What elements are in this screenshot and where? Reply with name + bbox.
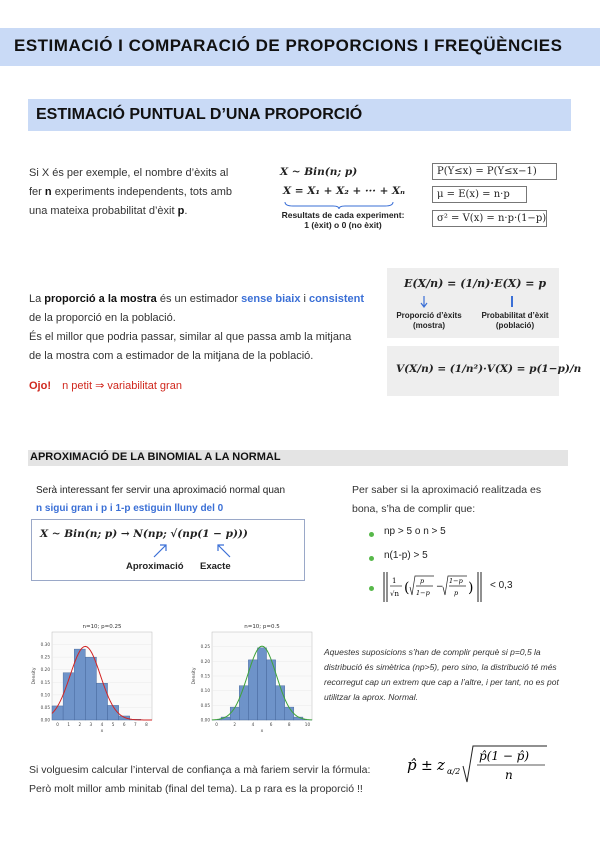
confidence-line2: Però molt millor amb minitab (final del tema). La p rara es la proporció !!	[29, 783, 363, 795]
y-tick-label: 0.15	[40, 679, 50, 685]
section2-intro-line1: Serà interessant fer servir una aproximació normal quan	[36, 485, 286, 496]
svg-text:p̂(1 − p̂): p̂(1 − p̂)	[479, 749, 530, 763]
chart-binomial-p025	[30, 620, 160, 740]
binomial-dist: X ~ Bin(n; p)	[280, 166, 358, 178]
approximation-arrows-icon	[140, 544, 260, 558]
intro-line2: fer n experiments independents, tots amb	[29, 186, 233, 198]
y-tick-label: 0.25	[200, 644, 210, 650]
expectation-left-caption	[389, 311, 469, 331]
x-tick-label: 0	[215, 722, 218, 727]
binomial-caption-line2: 1 (èxit) o 0 (no èxit)	[304, 220, 382, 230]
page-title: ESTIMACIÓ I COMPARACIÓ DE PROPORCIONS I FREQÜÈNCIES	[14, 36, 563, 55]
y-axis-label: Density	[32, 667, 37, 685]
svg-text:α/2: α/2	[447, 767, 461, 776]
svg-text:p: p	[454, 589, 459, 597]
formula-box-mean: μ = E(x) = n·p	[432, 186, 527, 203]
bar	[52, 706, 63, 720]
y-tick-label: 0.25	[40, 654, 50, 660]
formula-box-cdf: P(Y≤x) = P(Y≤x−1)	[432, 163, 557, 180]
y-tick-label: 0.20	[40, 667, 50, 673]
x-tick-label: 1	[67, 722, 71, 727]
y-tick-label: 0.20	[200, 658, 210, 664]
estimator-line3: És el millor que podria passar, similar al que passa amb la mitjana	[29, 331, 352, 343]
svg-text:(: (	[404, 580, 410, 596]
underbrace-icon	[283, 200, 395, 210]
chart-title: n=10; p=0.5	[244, 624, 280, 630]
bullet-icon	[369, 556, 374, 561]
expectation-formula: E(X/n) = (1/n)·E(X) = p	[404, 277, 547, 290]
bar	[96, 683, 107, 720]
x-tick-label: 4	[100, 722, 104, 727]
bullet-icon	[369, 586, 374, 591]
y-tick-label: 0.00	[200, 717, 210, 723]
approximation-formula: X ~ Bin(n; p) → N(np; √(np(1 − p)))	[40, 528, 248, 540]
note-line3: recorregut cap un extrem que cap a l’altre, i per tant, no es pot	[324, 677, 559, 687]
warning-line	[29, 377, 182, 396]
condition-2: n(1-p) > 5	[384, 550, 428, 561]
svg-text:z: z	[437, 756, 445, 774]
x-axis-label: x	[100, 729, 104, 734]
x-tick-label: 8	[287, 722, 291, 727]
bar	[85, 657, 96, 720]
y-tick-label: 0.15	[200, 673, 210, 679]
y-tick-label: 0.10	[200, 688, 210, 694]
x-tick-label: 6	[122, 722, 126, 727]
confidence-line1: Si volguesim calcular l’interval de confiança a mà fariem servir la fórmula:	[29, 764, 371, 776]
formula-box-variance: σ² = V(x) = n·p·(1−p)	[432, 210, 547, 227]
y-tick-label: 0.10	[40, 692, 50, 698]
svg-text:1−p: 1−p	[449, 577, 463, 585]
condition-3: < 0,3	[490, 580, 513, 591]
svg-text:): )	[468, 580, 474, 596]
x-tick-label: 2	[233, 722, 237, 727]
svg-text:1: 1	[392, 577, 397, 585]
x-tick-label: 3	[89, 722, 93, 727]
right-caption-line2: (població)	[495, 321, 535, 330]
chart-title: n=10; p=0.25	[82, 624, 122, 630]
y-tick-label: 0.30	[40, 642, 50, 648]
confidence-formula	[405, 742, 555, 786]
section2-intro-line2: n sigui gran i p i 1-p estiguin lluny del 0	[36, 503, 224, 514]
note-line4: utilitzar la aprox. Normal.	[324, 692, 419, 702]
variance-formula: V(X/n) = (1/n²)·V(X) = p(1−p)/n	[396, 363, 582, 375]
y-axis-label: Density	[192, 667, 197, 685]
intro-line3: una mateixa probabilitat d’èxit p.	[29, 205, 188, 217]
left-caption-line1: Proporció d’èxits	[396, 311, 462, 320]
exact-label: Exacte	[200, 561, 231, 572]
note-line1: Aquestes suposicions s’han de complir perquè si p=0,5 la	[324, 647, 541, 657]
section2-intro	[36, 482, 306, 518]
binomial-sum: X = X₁ + X₂ + ··· + Xₙ	[283, 185, 405, 197]
warning-text: n petit ⇒ variabilitat gran	[62, 380, 182, 392]
estimator-paragraph	[29, 290, 374, 366]
bar	[239, 686, 248, 720]
warning-label: Ojo!	[29, 380, 51, 392]
condition-1: np > 5 o n > 5	[384, 526, 446, 537]
note-line2: distribució és simètrica (np>5), pero sino, la distribució té més	[324, 662, 557, 672]
x-tick-label: 5	[111, 722, 115, 727]
condition-3-formula-icon	[382, 570, 488, 604]
x-tick-label: 6	[269, 722, 273, 727]
y-tick-label: 0.05	[200, 702, 210, 708]
left-caption-line2: (mostra)	[412, 321, 445, 330]
x-tick-label: 10	[304, 722, 311, 727]
binomial-caption-line1: Resultats de cada experiment:	[281, 210, 405, 220]
estimator-line4: de la mostra com a estimador de la mitjana de la població.	[29, 350, 314, 362]
intro-line1: Si X és per exemple, el nombre d’èxits al	[29, 167, 229, 179]
expectation-arrows-icon	[412, 296, 532, 310]
x-tick-label: 8	[145, 722, 148, 727]
y-tick-label: 0.00	[40, 717, 50, 723]
svg-text:p̂: p̂	[407, 756, 417, 774]
binomial-caption	[278, 210, 408, 230]
estimator-line2: de la proporció en la població.	[29, 312, 176, 324]
svg-text:1−p: 1−p	[416, 589, 430, 597]
expectation-right-caption	[472, 311, 558, 331]
check-line2: bona, s’ha de complir que:	[352, 503, 476, 515]
bullet-icon	[369, 532, 374, 537]
bar	[230, 707, 239, 720]
x-axis-label: x	[260, 729, 264, 734]
bar	[119, 716, 130, 720]
bar	[108, 705, 119, 720]
x-tick-label: 7	[133, 722, 137, 727]
approximation-label: Aproximació	[126, 561, 184, 572]
bar	[276, 686, 285, 720]
bar	[257, 648, 266, 720]
svg-text:√n: √n	[390, 590, 399, 598]
bar	[285, 707, 294, 720]
chart-binomial-p05	[190, 620, 320, 740]
y-tick-label: 0.05	[40, 704, 50, 710]
x-tick-label: 0	[56, 722, 59, 727]
suppositions-note	[324, 645, 572, 705]
svg-text:p: p	[420, 577, 425, 585]
right-caption-line1: Probabilitat d’èxit	[481, 311, 549, 320]
section2-title: APROXIMACIÓ DE LA BINOMIAL A LA NORMAL	[30, 451, 281, 463]
x-tick-label: 2	[78, 722, 82, 727]
section1-title: ESTIMACIÓ PUNTUAL D’UNA PROPORCIÓ	[36, 106, 363, 123]
svg-text:−: −	[436, 582, 444, 592]
intro-paragraph	[29, 164, 279, 221]
x-tick-label: 4	[251, 722, 255, 727]
svg-text:±: ±	[421, 758, 433, 774]
confidence-paragraph	[29, 761, 409, 799]
check-intro	[352, 481, 572, 519]
estimator-line1: La proporció a la mostra és un estimador sense biaix i consistent	[29, 293, 365, 305]
check-line1: Per saber si la aproximació realitzada es	[352, 484, 542, 496]
svg-text:n: n	[505, 768, 513, 782]
